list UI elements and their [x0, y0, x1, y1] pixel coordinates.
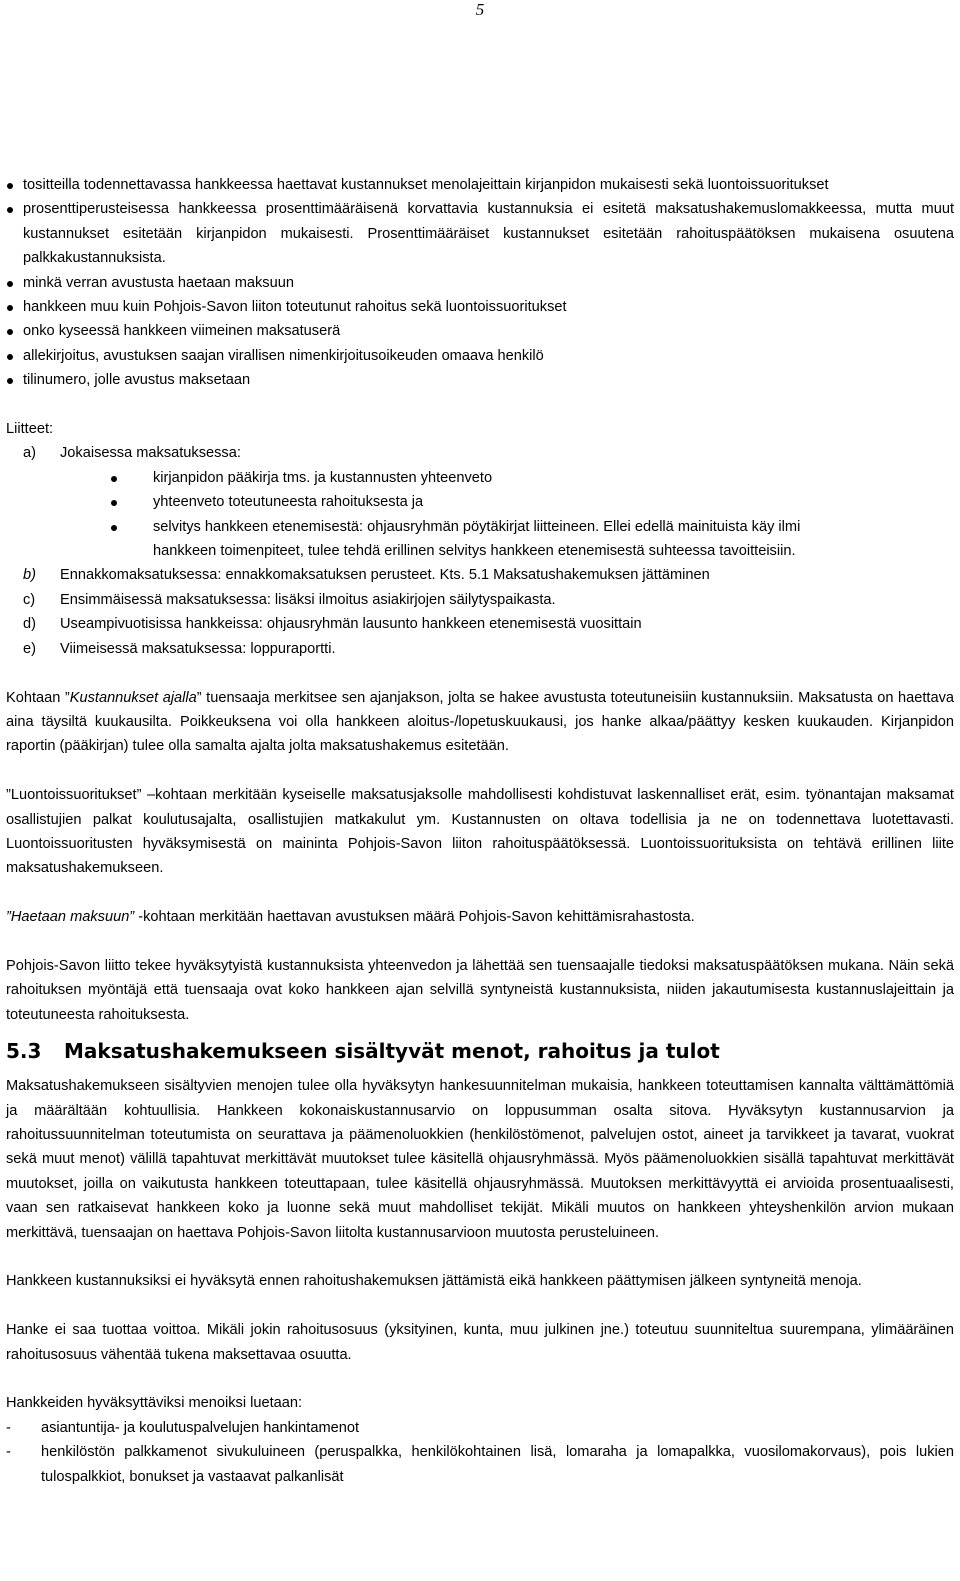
list-item: tositteilla todennettavassa hankkeessa haettavat kustannukset menolajeittain kirjanpidon mukaisesti sekä luontoissuoritukset [6, 173, 954, 197]
attachment-subitem: selvitys hankkeen etenemisestä: ohjausryhmän pöytäkirjat liitteineen. Ellei edellä mainituista käy ilmi [6, 515, 954, 539]
attachment-label: e) [23, 640, 36, 657]
paragraph-haetaan-maksuun: ”Haetaan maksuun” -kohtaan merkitään haettavan avustuksen määrä Pohjois-Savon kehittämisrahastosta. [6, 909, 695, 926]
list-item: - asiantuntija- ja koulutuspalvelujen hankintamenot [6, 1419, 360, 1436]
attachment-row-b [6, 563, 954, 587]
list-item: tilinumero, jolle avustus maksetaan [6, 368, 954, 392]
section-number: 5.3 [6, 1039, 42, 1064]
paragraph-menoiksi-luetaan: Hankkeiden hyväksyttäviksi menoiksi luetaan: [6, 1395, 303, 1412]
attachment-text: Jokaisessa maksatuksessa: [60, 445, 241, 462]
paragraph-voitto: Hanke ei saa tuottaa voittoa. Mikäli jokin rahoitusosuus (yksityinen, kunta, muu julkinen jne.) toteutuu suunniteltua suurempana, ylimääräinen rahoitusosuus vähentää tukena maksettavaa osuutta. [6, 1322, 954, 1363]
page-body [6, 173, 954, 1489]
list-item: prosenttiperusteisessa hankkeessa prosenttimääräisenä korvattavia kustannuksia ei esitetä maksatushakemuslomakkeessa, mutta muut kustannukset esitetään kirjanpidon mukaisesti. Prosenttimääräiset kustannukset esitetään rahoituspäätöksen mukaisena osuutena palkkakustannuksista. [6, 197, 954, 270]
attachment-text: Ensimmäisessä maksatuksessa: lisäksi ilmoitus asiakirjojen säilytyspaikasta. [60, 591, 556, 608]
list-item: allekirjoitus, avustuksen saajan virallisen nimenkirjoitusoikeuden omaava henkilö [6, 344, 954, 368]
list-item: - henkilöstön palkkamenot sivukuluineen (peruspalkka, henkilökohtainen lisä, lomaraha ja lomapalkka, vuosilomakorvaus), pois lukien tulospalkkiot, bonukset ja vastaavat palkanlisät [6, 1444, 954, 1485]
paragraph-pohjois-savon-liitto: Pohjois-Savon liitto tekee hyväksytyistä kustannuksista yhteenvedon ja lähettää sen tuensaajalle tiedoksi maksatuspäätöksen mukana. Näin sekä rahoituksen myöntäjä että tuensaaja ovat koko hankkeen ajan selvillä syntyneistä kustannuksista, niiden jakautumisesta kustannuslajeittain ja toteutuneesta rahoituksesta. [6, 957, 954, 1023]
attachment-row-a [6, 441, 954, 465]
term-haetaan-maksuun: ”Haetaan maksuun” [6, 909, 135, 926]
paragraph-luontoissuoritukset: ”Luontoissuoritukset” –kohtaan merkitään kyseiselle maksatusjaksolle mahdollisesti kohdistuvat laskennalliset erät, esim. työnantajan maksamat osallistujien palkat koulutusajalta, osallistujien matkakulut ym. Kustannusten on oltava todellisia ja ne on todennettava luotettavasti. Luontoissuoritusten hyväksymisestä on maininta Pohjois-Savon liiton rahoituspäätöksessä. Luontoissuorituksista on tehtävä erillinen liite maksatushakemukseen. [6, 787, 954, 877]
section-heading [6, 1037, 954, 1065]
paragraph-hyvaksymattomat: Hankkeen kustannuksiksi ei hyväksytä ennen rahoitushakemuksen jättämistä eikä hankkeen päättymisen jälkeen syntyneitä menoja. [6, 1273, 862, 1290]
attachment-label: a) [23, 445, 36, 462]
page-number: 5 [475, 0, 485, 19]
paragraph-kustannukset-ajalla: Kohtaan ”Kustannukset ajalla” tuensaaja merkitsee sen ajanjakson, jolta se hakee avustusta toteutuneisiin kustannuksiin. Maksatusta on haettava aina täysiltä kuukausilta. Poikkeuksena voi olla hankkeen aloitus-/lopetuskuukausi, jos hanke alkaa/päättyy kesken kuukauden. Kirjanpidon raportin (pääkirjan) tulee olla samalta ajalta jolta maksatushakemus esitetään. [6, 689, 954, 755]
attachment-text: Useampivuotisissa hankkeissa: ohjausryhmän lausunto hankkeen etenemisestä vuosittain [60, 616, 642, 633]
attachment-label: c) [23, 591, 36, 608]
section-title: Maksatushakemukseen sisältyvät menot, rahoitus ja tulot [64, 1039, 720, 1064]
attachment-label: b) [23, 567, 36, 584]
attachment-row-c [6, 588, 954, 612]
attachment-text: Viimeisessä maksatuksessa: loppuraportti. [60, 640, 336, 657]
term-kustannukset-ajalla: Kustannukset ajalla [69, 689, 197, 706]
attachment-subitem: kirjanpidon pääkirja tms. ja kustannusten yhteenveto [6, 466, 954, 490]
attachment-subitem-continuation: hankkeen toimenpiteet, tulee tehdä erillinen selvitys hankkeen etenemisestä suhteessa tavoitteisiin. [153, 543, 796, 560]
list-item: minkä verran avustusta haetaan maksuun [6, 271, 954, 295]
attachment-label: d) [23, 616, 36, 633]
attachment-text: Ennakkomaksatuksessa: ennakkomaksatuksen perusteet. Kts. 5.1 Maksatushakemuksen jättäminen [60, 567, 710, 584]
attachment-row-e [6, 637, 954, 661]
attachment-row-d [6, 612, 954, 636]
paragraph-menot: Maksatushakemukseen sisältyvien menojen tulee olla hyväksytyn hankesuunnitelman mukaisia, hankkeen toteuttamisen kannalta välttämättömiä ja määrältään kohtuullisia. Hankkeen kokonaiskustannusarvio on loppusumman osalta sitova. Hyväksytyn kustannusarvion ja rahoitussuunnitelman toteutumista on seurattava ja päämenoluokkien (henkilöstömenot, palvelujen ostot, aineet ja tarvikkeet ja tavarat, vuokrat sekä muut menot) välillä tapahtuvat merkittävät muutokset tulee käsitellä ohjausryhmässä. Myös päämenoluokkien sisällä tapahtuvat merkittävät muutokset, joilla on vaikutusta hankkeen toteuttapaan, tulee käsitellä ohjausryhmässä. Muutoksen merkittävyyttä ei arvioida prosentuaalisesti, vaan sen ratkaisevat hankkeen koko ja luonne sekä muut mahdolliset tekijät. Mikäli muutos on hankkeen yhteyshenkilön arvion mukaan merkittävä, tuensaajan on haettava Pohjois-Savon liitolta kustannusarvioon muutosta perusteluineen. [6, 1078, 954, 1241]
list-item: hankkeen muu kuin Pohjois-Savon liiton toteutunut rahoitus sekä luontoissuoritukset [6, 295, 954, 319]
attachment-subitem: yhteenveto toteutuneesta rahoituksesta ja [6, 490, 954, 514]
attachments-heading: Liitteet: [6, 421, 54, 438]
list-item: onko kyseessä hankkeen viimeinen maksatuserä [6, 319, 954, 343]
